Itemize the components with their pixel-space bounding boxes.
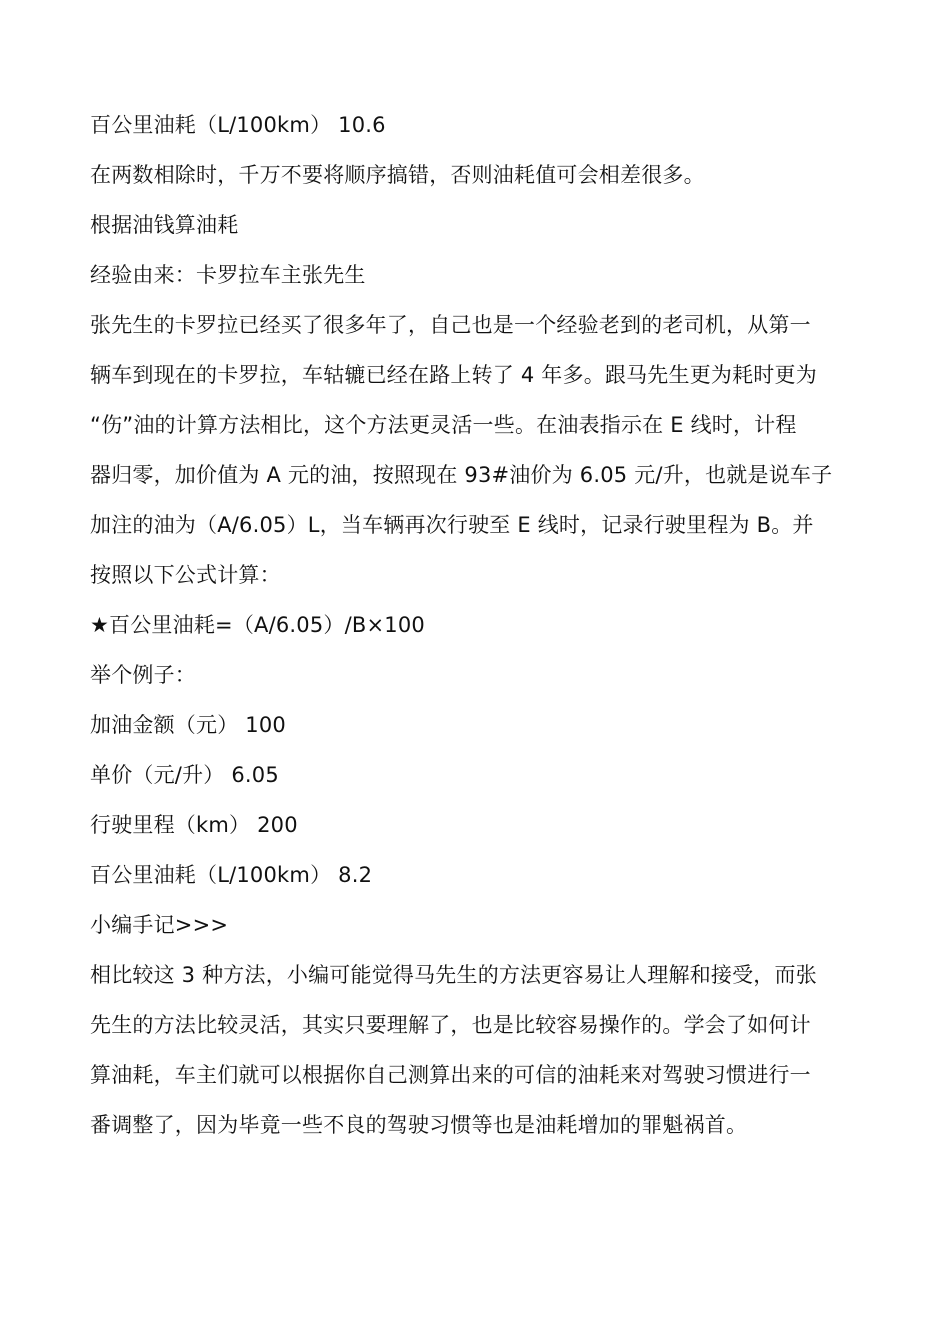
- paragraph-line: 辆车到现在的卡罗拉，车轱辘已经在路上转了 4 年多。跟马先生更为耗时更为: [90, 363, 817, 387]
- editor-note-heading: 小编手记>>>: [90, 913, 229, 937]
- paragraph-line: 按照以下公式计算：: [90, 563, 281, 587]
- experience-source: 经验由来：卡罗拉车主张先生: [90, 263, 366, 287]
- conclusion-paragraph: [90, 950, 865, 1150]
- paragraph-line: 张先生的卡罗拉已经买了很多年了，自己也是一个经验老到的老司机，从第一: [90, 313, 811, 337]
- result-fuel-consumption-1: 百公里油耗（L/100km） 10.6: [90, 113, 386, 137]
- paragraph-line: 相比较这 3 种方法，小编可能觉得马先生的方法更容易让人理解和接受，而张: [90, 963, 817, 987]
- paragraph-line: “伤”油的计算方法相比，这个方法更灵活一些。在油表指示在 E 线时，计程: [90, 413, 797, 437]
- paragraph-line: 番调整了，因为毕竟一些不良的驾驶习惯等也是油耗增加的罪魁祸首。: [90, 1113, 748, 1137]
- example-fuel-amount: 加油金额（元） 100: [90, 713, 286, 737]
- document-page: [90, 100, 865, 1150]
- paragraph-line: 器归零，加价值为 A 元的油，按照现在 93#油价为 6.05 元/升，也就是说车子: [90, 463, 833, 487]
- paragraph-line: 先生的方法比较灵活，其实只要理解了，也是比较容易操作的。学会了如何计: [90, 1013, 811, 1037]
- caution-text: 在两数相除时，千万不要将顺序搞错，否则油耗值可会相差很多。: [90, 163, 705, 187]
- paragraph-line: 算油耗，车主们就可以根据你自己测算出来的可信的油耗来对驾驶习惯进行一: [90, 1063, 811, 1087]
- example-heading: 举个例子：: [90, 663, 196, 687]
- paragraph-line: 加注的油为（A/6.05）L，当车辆再次行驶至 E 线时，记录行驶里程为 B。并: [90, 513, 814, 537]
- example-distance: 行驶里程（km） 200: [90, 813, 298, 837]
- formula: ★百公里油耗=（A/6.05）/B×100: [90, 613, 425, 637]
- section-heading: 根据油钱算油耗: [90, 213, 239, 237]
- method-paragraph: [90, 300, 865, 600]
- example-result: 百公里油耗（L/100km） 8.2: [90, 863, 373, 887]
- example-unit-price: 单价（元/升） 6.05: [90, 763, 279, 787]
